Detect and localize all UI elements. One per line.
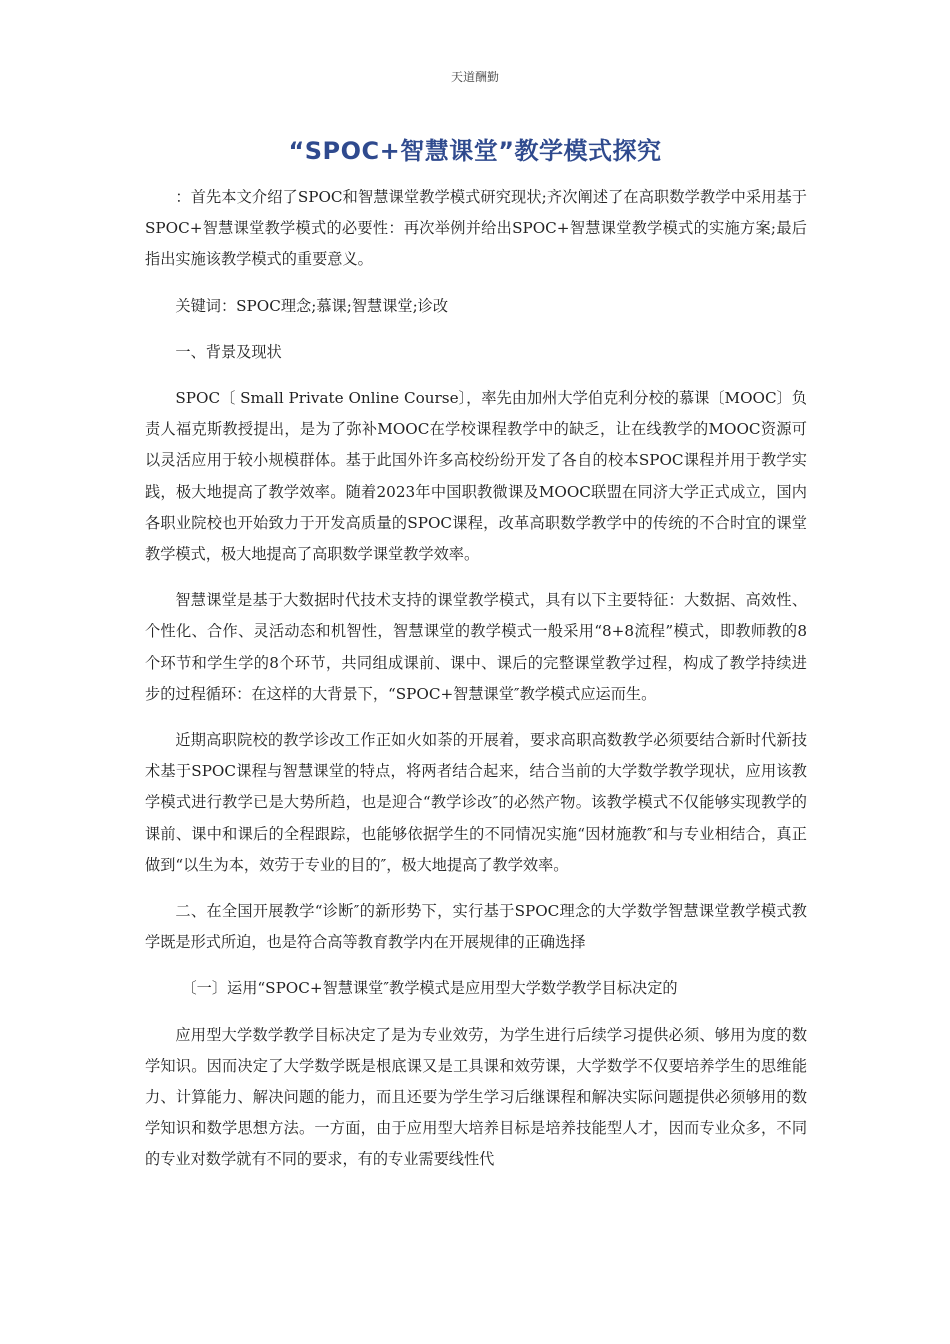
keywords-paragraph: 关键词：SPOC理念;慕课;智慧课堂;诊改	[175, 296, 449, 315]
body-paragraph: 近期高职院校的教学诊改工作正如火如荼的开展着，要求高职高数教学必须要结合新时代新技术基于SPOC课程与智慧课堂的特点，将两者结合起来，结合当前的大学数学教学现状，应用该教学模式进行教学已是大势所趋，也是迎合“教学诊改″的必然产物。该教学模式不仅能够实现教学的课前、课中和课后的全程跟踪，也能够依据学生的不同情况实施“因材施教″和与专业相结合，真正做到“以生为本，效劳于专业的目的″，极大地提高了教学效率。	[145, 731, 807, 874]
document-title: “SPOC+智慧课堂”教学模式探究	[288, 137, 662, 165]
subsection-heading-1: 〔一〕运用“SPOC+智慧课堂″教学模式是应用型大学数学教学目标决定的	[181, 979, 678, 998]
body-paragraph: 应用型大学数学教学目标决定了是为专业效劳，为学生进行后续学习提供必须、够用为度的数学知识。因而决定了大学数学既是根底课又是工具课和效劳课，大学数学不仅要培养学生的思维能力、计算能力、解决问题的能力，而且还要为学生学习后继课程和解决实际问题提供必须够用的数学知识和数学思想方法。一方面，由于应用型大培养目标是培养技能型人才，因而专业众多，不同的专业对数学就有不同的要求，有的专业需要线性代	[145, 1025, 807, 1169]
section-heading-1: 一、背景及现状	[175, 342, 282, 361]
body-paragraph: 智慧课堂是基于大数据时代技术支持的课堂教学模式，具有以下主要特征：大数据、高效性、个性化、合作、灵活动态和机智性，智慧课堂的教学模式一般采用“8+8流程”模式，即教师教的8个环节和学生学的8个环节，共同组成课前、课中、课后的完整课堂教学过程，构成了教学持续进步的过程循环：在这样的大背景下，“SPOC+智慧课堂″教学模式应运而生。	[145, 591, 807, 703]
page-header: 天道酬勤	[450, 70, 499, 84]
abstract-paragraph: ：首先本文介绍了SPOC和智慧课堂教学模式研究现状;齐次阐述了在高职数学教学中采用基于SPOC+智慧课堂教学模式的必要性：再次举例并给出SPOC+智慧课堂教学模式的实施方案;最后指出实施该教学模式的重要意义。	[145, 188, 807, 269]
section-heading-2: 二、在全国开展教学“诊断″的新形势下，实行基于SPOC理念的大学数学智慧课堂教学模式教学既是形式所迫，也是符合高等教育教学内在开展规律的正确选择	[145, 902, 807, 952]
body-paragraph: SPOC〔 Small Private Online Course〕，率先由加州大学伯克利分校的慕课〔MOOC〕负责人福克斯教授提出，是为了弥补MOOC在学校课程教学中的缺乏，让在线教学的MOOC资源可以灵活应用于较小规模群体。基于此国外许多高校纷纷开发了各自的校本SPOC课程并用于教学实践，极大地提高了教学效率。随着2023年中国职教微课及MOOC联盟在同济大学正式成立，国内各职业院校也开始致力于开发高质量的SPOC课程，改革高职数学教学中的传统的不合时宜的课堂教学模式，极大地提高了高职数学课堂教学效率。	[145, 389, 807, 564]
document-body	[145, 182, 807, 1191]
